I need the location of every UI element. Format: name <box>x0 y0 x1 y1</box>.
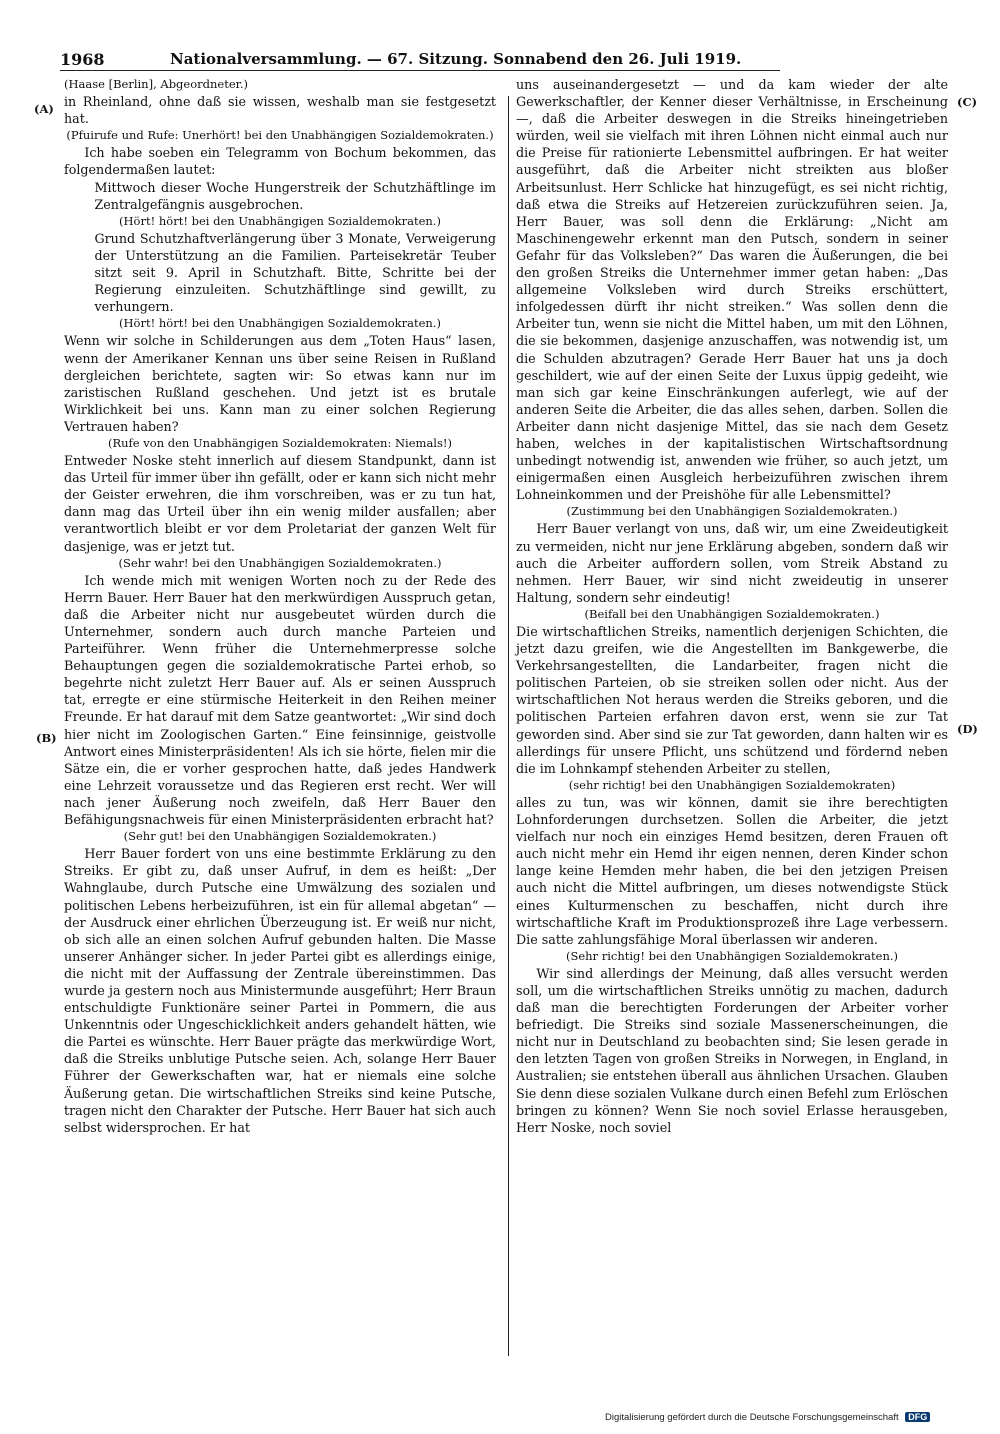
margin-mark-a: (A) <box>34 102 54 116</box>
left-column <box>64 76 496 1136</box>
running-title: Nationalversammlung. — 67. Sitzung. Sonnabend den 26. Juli 1919. <box>170 50 742 68</box>
interjection: (Pfuirufe und Rufe: Unerhört! bei den Unabhängigen Sozialdemokraten.) <box>66 128 494 143</box>
paragraph: Wir sind allerdings der Meinung, daß alles versucht werden soll, um die wirtschaftlichen Streiks unnötig zu machen, dadurch daß man die berechtigten Forderungen der Arbeiter vorher befriedigt. Die Streiks sind soziale Massenerscheinungen, die nicht nur in Deutschland zu beobachten sind; Sie lesen gerade in den letzten Tagen von großen Streiks in Norwegen, in England, in Australien; sie entstehen überall aus ähnlichen Ursachen. Glauben Sie denn diese sozialen Vulkane durch einen Befehl zum Erlöschen bringen zu können? Wenn Sie noch soviel Erlasse herausgeben, Herr Noske, noch soviel <box>516 965 948 1135</box>
page-number: 1968 <box>60 50 105 69</box>
interjection: (Hört! hört! bei den Unabhängigen Sozialdemokraten.) <box>119 316 441 331</box>
header-rule <box>60 70 780 71</box>
speaker-label: (Haase [Berlin], Abgeordneter.) <box>64 77 249 91</box>
interjection: (Zustimmung bei den Unabhängigen Sozialdemokraten.) <box>566 504 898 519</box>
interjection: (sehr richtig! bei den Unabhängigen Sozialdemokraten) <box>568 777 896 792</box>
paragraph: Herr Bauer fordert von uns eine bestimmte Erklärung zu den Streiks. Er gibt zu, daß unser Aufruf, in dem es heißt: „Der Wahnglaube, durch Putsche eine Umwälzung des sozialen und politischen Lebens herbeizuführen, ist ein für allemal abgetan“ — der Ausdruck einer ehrlichen Überzeugung ist. Er weiß nur nicht, ob sich alle an einen solchen Aufruf gebunden halten. Die Masse unserer Anhänger sicher. In jeder Partei gibt es allerdings einige, die nicht mit der Auffassung der Zentrale übereinstimmen. Das wurde ja gestern noch aus Ministermunde ausgeführt; Herr Braun entschuldigte Funktionäre seiner Partei in Pommern, die aus Unkenntnis oder Ungeschicklichkeit anders gehandelt hätten, wie die Partei es wünschte. Herr Bauer prägte das merkwürdige Wort, daß die Streiks unblutige Putsche seien. Ach, solange Herr Bauer Führer der Gewerkschaften war, hat er niemals eine solche Äußerung getan. Die wirtschaftlichen Streiks sind keine Putsche, tragen nicht den Charakter der Putsche. Herr Bauer hat sich auch selbst widersprochen. Er hat <box>64 846 496 1135</box>
telegram-quote: Grund Schutzhaftverlängerung über 3 Monate, Verweigerung der Unterstützung an die Familien. Parteisekretär Teuber sitzt seit 9. April in Schutzhaft. Bitte, Schritte bei der Regierung einzuleiten. Schutzhäftlinge sind gewillt, zu verhungern. <box>94 230 496 315</box>
margin-mark-c: (C) <box>957 95 978 109</box>
margin-mark-b: (B) <box>36 731 57 745</box>
paragraph: Herr Bauer verlangt von uns, daß wir, um eine Zweideutigkeit zu vermeiden, nicht nur jene Erklärung abgeben, sondern daß wir auch die Arbeiter auffordern sollen, vom Streik Abstand zu nehmen. Herr Bauer, wir sind nicht zweideutig in unserer Haltung, sondern sehr eindeutig! <box>516 521 948 605</box>
column-divider <box>508 96 509 1356</box>
paragraph: Ich habe soeben ein Telegramm von Bochum bekommen, das folgendermaßen lautet: <box>64 145 496 178</box>
paragraph: Die wirtschaftlichen Streiks, namentlich derjenigen Schichten, die jetzt dazu greifen, wie die Angestellten im Bankgewerbe, die Verkehrsangestellten, die Landarbeiter, fragen nicht die politischen Parteien, ob sie streiken sollen oder nicht. Aus der wirtschaftlichen Not heraus werden die Streiks geboren, und die politischen Parteien erfahren davon erst, wenn sie zur Tat geworden sind. Aber sind sie zur Tat geworden, dann halten wir es allerdings für unsere Pflicht, uns schützend und fördernd neben die im Lohnkampf stehenden Arbeiter zu stellen, <box>516 624 948 776</box>
paragraph: uns auseinandergesetzt — und da kam wieder der alte Gewerkschaftler, der Kenner dieser Verhältnisse, in Erscheinung —, daß die Arbeiter deswegen in die Streiks hineingetrieben würden, weil sie vielfach mit ihren Löhnen nicht einmal auch nur die Preise für rationierte Lebensmittel aufbringen. Er hat weiter ausgeführt, daß die Arbeiter nicht streikten aus bloßer Arbeitsunlust. Herr Schlicke hat hinzugefügt, es sei nicht richtig, daß etwa die Streiks auf Hetzereien zurückzuführen seien. Ja, Herr Bauer, was soll denn die Erklärung: „Nicht am Maschinengewehr erkennt man den Putsch, sondern in seiner Gefahr für das Volksleben?“ Das waren die Äußerungen, die bei den großen Streiks die Unternehmer immer getan haben: „Das allgemeine Volksleben wird durch Streiks erschüttert, infolgedessen dürft ihr nicht streiken.“ Was sollen denn die Arbeiter tun, wenn sie nicht die Mittel haben, um mit den Löhnen, die sie bekommen, dasjenige anzuschaffen, was notwendig ist, um die Schulden abzutragen? Gerade Herr Bauer hat uns ja doch geschildert, wie auf der einen Seite der Luxus üppig gedeiht, wie man sich gar keine Einschränkungen auferlegt, wie auf der anderen Seite die Arbeiter, die das alles sehen, darben. Sollen die Arbeiter dann nicht dasjenige Mittel, das sie nach dem Gesetz haben, welches in der kapitalistischen Wirtschaftsordnung unbedingt notwendig ist, anwenden wie früher, so auch jetzt, um einigermaßen einen Ausgleich herbeizuführen zwischen ihrem Lohneinkommen und der Preishöhe für alle Lebensmittel? <box>516 77 948 503</box>
paragraph: Wenn wir solche in Schilderungen aus dem „Toten Haus“ lasen, wenn der Amerikaner Kennan uns über seine Reisen in Rußland dergleichen berichtete, sagten wir: So etwas kann nur im zaristischen Rußland geschehen. Und jetzt ist es brutale Wirklichkeit bei uns. Kann man zu einer solchen Regierung Vertrauen haben? <box>64 333 496 434</box>
margin-mark-d: (D) <box>957 722 978 736</box>
telegram-quote: Mittwoch dieser Woche Hungerstreik der Schutzhäftlinge im Zentralgefängnis ausgebrochen. <box>94 179 496 212</box>
interjection: (Beifall bei den Unabhängigen Sozialdemokraten.) <box>584 606 880 621</box>
interjection: (Sehr gut! bei den Unabhängigen Sozialdemokraten.) <box>123 829 437 844</box>
paragraph: in Rheinland, ohne daß sie wissen, weshalb man sie festgesetzt hat. <box>64 94 496 127</box>
interjection: (Sehr wahr! bei den Unabhängigen Sozialdemokraten.) <box>118 555 442 570</box>
interjection: (Rufe von den Unabhängigen Sozialdemokraten: Niemals!) <box>108 435 452 450</box>
paragraph: Ich wende mich mit wenigen Worten noch zu der Rede des Herrn Bauer. Herr Bauer hat den merkwürdigen Ausspruch getan, daß die Arbeiter nicht nur ausgebeutet würden durch die Unternehmer, sondern auch durch manche Parteien und Parteiführer. Wenn früher die Unternehmerpresse solche Behauptungen gegen die sozialdemokratische Partei erhob, so begehrte nicht zuletzt Herr Bauer auf. Als er seinen Ausspruch tat, erregte er eine stürmische Heiterkeit in den Reihen meiner Freunde. Er hat darauf mit dem Satze geantwortet: „Wir sind doch hier nicht im Zoologischen Garten.“ Eine feinsinnige, geistvolle Antwort eines Ministerpräsidenten! Als ich sie hörte, fielen mir die Sätze ein, die er vorher gesprochen hatte, daß jedes Handwerk eine Lehrzeit voraussetze und das Regieren erst recht. Wer will nach jener Äußerung noch zweifeln, daß Herr Bauer den Befähigungsnachweis für einen Ministerpräsidenten erbracht hat? <box>64 572 496 828</box>
credit-text: Digitalisierung gefördert durch die Deutsche Forschungsgemeinschaft <box>605 1412 899 1423</box>
paragraph: Entweder Noske steht innerlich auf diesem Standpunkt, dann ist das Urteil für immer über ihn gefällt, oder er kann sich nicht mehr der Geister erwehren, die ihm vorschreiben, was er zu tun hat, dann mag das Urteil über ihn ein wenig milder ausfallen; aber verantwortlich bleibt er vor dem Proletariat der ganzen Welt für dasjenige, was er jetzt tut. <box>64 453 496 554</box>
paragraph: alles zu tun, was wir können, damit sie ihre berechtigten Lohnforderungen durchsetzen. Sollen die Arbeiter, die jetzt vielfach nur noch ein einziges Hemd besitzen, deren Frauen oft auch nicht mehr ein Hemd ihr eigen nennen, deren Kinder schon lange keine Hemden mehr haben, die bei den jetzigen Preisen auch nicht die Mittel aufbringen, um dieses notwendigste Stück eines Kulturmenschen zu beschaffen, nicht durch ihre wirtschaftliche Kraft im Produktionsprozeß ihre Lage verbessern. Die satte zahlungsfähige Moral überlassen wir anderen. <box>516 794 948 947</box>
dfg-logo: DFG <box>905 1412 930 1422</box>
right-column <box>516 76 948 1136</box>
digitization-credit <box>605 1412 930 1423</box>
interjection: (Sehr richtig! bei den Unabhängigen Sozialdemokraten.) <box>565 948 899 963</box>
interjection: (Hört! hört! bei den Unabhängigen Sozialdemokraten.) <box>119 213 441 228</box>
